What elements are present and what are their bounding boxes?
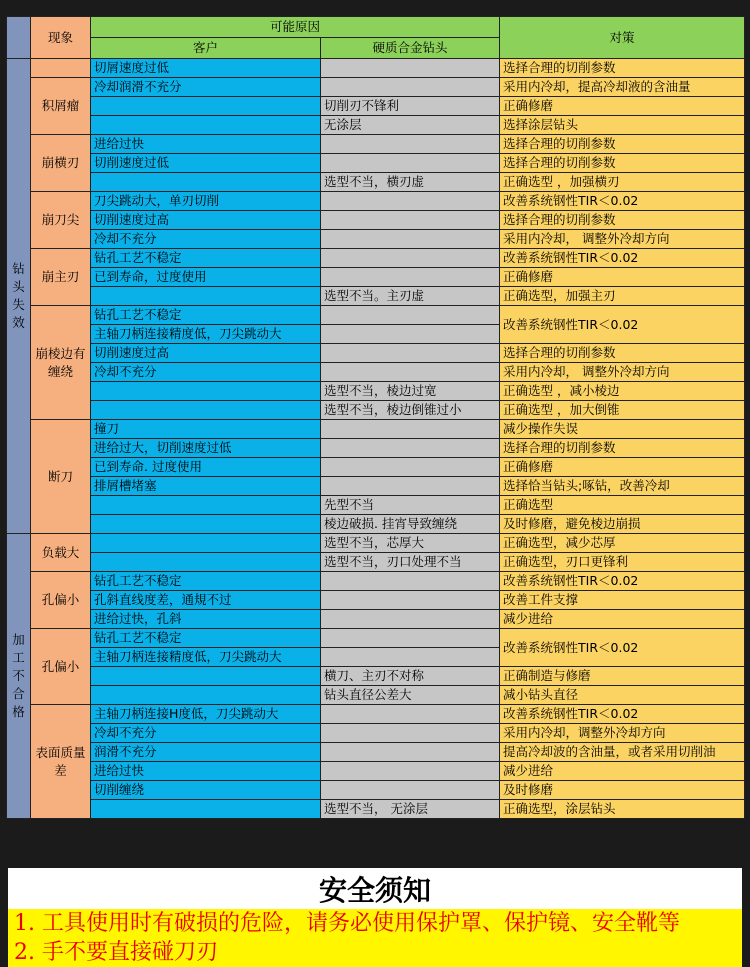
phenomenon-cell	[31, 629, 91, 705]
drill-cause-cell: 选型不当，刃口处理不当	[321, 553, 500, 572]
table-row	[7, 686, 745, 705]
customer-cause-cell	[91, 382, 321, 401]
customer-cause-cell: 主轴刀柄连接H度低，刀尖跳动大	[91, 705, 321, 724]
phenomenon-label: 负载大	[41, 544, 80, 560]
drill-cause-cell: 选型不当。主刃虚	[321, 287, 500, 306]
phenomenon-cell	[31, 249, 91, 306]
customer-cause-cell	[91, 534, 321, 553]
header-carbide-drill: 硬质合金钻头	[321, 38, 500, 59]
countermeasure-cell: 改善工件支撑	[500, 591, 745, 610]
countermeasure-cell: 及时修磨，避免棱边崩损	[500, 515, 745, 534]
table-row	[7, 211, 745, 230]
table-row	[7, 249, 745, 268]
table-row	[7, 420, 745, 439]
phenomenon-label: 表面质量差	[35, 744, 86, 778]
table-row	[7, 572, 745, 591]
table-row	[7, 496, 745, 515]
phenomenon-cell	[31, 705, 91, 819]
countermeasure-cell: 减少操作失误	[500, 420, 745, 439]
drill-cause-cell	[321, 724, 500, 743]
phenomenon-cell	[31, 306, 91, 420]
customer-cause-cell: 切削速度过高	[91, 344, 321, 363]
customer-cause-cell	[91, 800, 321, 819]
drill-cause-cell	[321, 268, 500, 287]
customer-cause-cell	[91, 401, 321, 420]
phenomenon-cell	[31, 78, 91, 135]
drill-cause-cell	[321, 306, 500, 325]
countermeasure-cell: 正确选型，加强主刃	[500, 287, 745, 306]
table-row	[7, 667, 745, 686]
countermeasure-cell: 改善系统钢性TIR＜0.02	[500, 572, 745, 591]
customer-cause-cell: 钻孔工艺不稳定	[91, 306, 321, 325]
customer-cause-cell	[91, 97, 321, 116]
customer-cause-cell: 冷却不充分	[91, 724, 321, 743]
customer-cause-cell: 钻孔工艺不稳定	[91, 572, 321, 591]
drill-cause-cell	[321, 458, 500, 477]
safety-notice-line-2: 2. 手不要直接碰刀刃	[8, 938, 742, 967]
customer-cause-cell: 冷却不充分	[91, 363, 321, 382]
table-row	[7, 781, 745, 800]
customer-cause-cell: 孔斜直线度差，通規不过	[91, 591, 321, 610]
countermeasure-cell: 选择合理的切削参数	[500, 154, 745, 173]
drill-cause-cell	[321, 325, 500, 344]
customer-cause-cell: 切削缠绕	[91, 781, 321, 800]
drill-cause-cell	[321, 135, 500, 154]
phenomenon-label: 断刀	[47, 468, 73, 484]
customer-cause-cell	[91, 116, 321, 135]
drill-cause-cell	[321, 648, 500, 667]
countermeasure-cell: 正确修磨	[500, 458, 745, 477]
category-cell	[7, 534, 31, 819]
drill-troubleshooting-table	[6, 16, 745, 819]
customer-cause-cell: 进给过快	[91, 762, 321, 781]
drill-cause-cell	[321, 59, 500, 78]
customer-cause-cell	[91, 667, 321, 686]
table-row	[7, 173, 745, 192]
drill-cause-cell	[321, 629, 500, 648]
customer-cause-cell: 切削速度过低	[91, 154, 321, 173]
safety-notice-line-1: 1. 工具使用时有破损的危险，请务必使用保护罩、保护镜、安全靴等	[8, 909, 742, 938]
customer-cause-cell: 已到寿命. 过度使用	[91, 458, 321, 477]
countermeasure-cell: 采用内冷却， 调整外冷却方向	[500, 230, 745, 249]
customer-cause-cell: 主轴刀柄连接精度低，刀尖跳动大	[91, 648, 321, 667]
safety-notice-title: 安全须知	[318, 874, 431, 907]
customer-cause-cell: 进给过快，孔斜	[91, 610, 321, 629]
phenomenon-label: 崩横刃	[41, 155, 80, 170]
countermeasure-cell: 正确选型 ，加强横刃	[500, 173, 745, 192]
table-row	[7, 363, 745, 382]
customer-cause-cell: 切屑速度过低	[91, 59, 321, 78]
countermeasure-cell: 正确选型 ，减小棱边	[500, 382, 745, 401]
countermeasure-cell: 选择合理的切削参数	[500, 59, 745, 78]
header-possible-causes: 可能原因	[91, 17, 500, 38]
countermeasure-cell: 采用内冷却，调整外冷却方向	[500, 724, 745, 743]
table-row	[7, 439, 745, 458]
countermeasure-cell: 正确选型，减少芯厚	[500, 534, 745, 553]
table-row	[7, 401, 745, 420]
phenomenon-label: 积屑瘤	[41, 98, 80, 113]
drill-cause-cell	[321, 705, 500, 724]
countermeasure-cell: 正确选型，涂层钻头	[500, 800, 745, 819]
customer-cause-cell: 排屑槽堵塞	[91, 477, 321, 496]
header-category-cell	[7, 17, 31, 59]
table-row	[7, 154, 745, 173]
category-label: 加工不合格	[12, 632, 25, 719]
table-row	[7, 116, 745, 135]
countermeasure-cell: 正确修磨	[500, 97, 745, 116]
table-row	[7, 458, 745, 477]
drill-cause-cell	[321, 230, 500, 249]
customer-cause-cell: 已到寿命，过度使用	[91, 268, 321, 287]
drill-cause-cell	[321, 572, 500, 591]
customer-cause-cell	[91, 553, 321, 572]
header-customer: 客户	[91, 38, 321, 59]
customer-cause-cell: 撞刀	[91, 420, 321, 439]
drill-cause-cell	[321, 591, 500, 610]
table-row	[7, 800, 745, 819]
countermeasure-cell: 减少进给	[500, 762, 745, 781]
countermeasure-cell: 选择合理的切削参数	[500, 344, 745, 363]
countermeasure-cell: 改善系统钢性TIR＜0.02	[500, 192, 745, 211]
drill-cause-cell	[321, 743, 500, 762]
countermeasure-cell: 正确选型	[500, 496, 745, 515]
customer-cause-cell: 刀尖跳动大，单刃切削	[91, 192, 321, 211]
table-row	[7, 97, 745, 116]
phenomenon-label: 崩主刃	[41, 269, 80, 284]
table-row	[7, 477, 745, 496]
customer-cause-cell: 钻孔工艺不稳定	[91, 629, 321, 648]
table-row	[7, 553, 745, 572]
table-row	[7, 192, 745, 211]
header-phenomenon: 现象	[31, 17, 91, 59]
drill-cause-cell	[321, 477, 500, 496]
table-row	[7, 135, 745, 154]
countermeasure-cell: 提高冷却波的含油量，或者采用切削油	[500, 743, 745, 762]
table-row	[7, 78, 745, 97]
phenomenon-cell	[31, 192, 91, 249]
table-row	[7, 610, 745, 629]
drill-cause-cell: 先型不当	[321, 496, 500, 515]
drill-cause-cell	[321, 762, 500, 781]
table-row	[7, 306, 745, 325]
countermeasure-cell: 选择合理的切削参数	[500, 135, 745, 154]
table-row	[7, 230, 745, 249]
countermeasure-cell: 改善系统钢性TIR＜0.02	[500, 705, 745, 724]
table-row	[7, 382, 745, 401]
phenomenon-cell	[31, 534, 91, 572]
drill-cause-cell: 无涂层	[321, 116, 500, 135]
countermeasure-cell: 改善系统钢性TIR＜0.02	[500, 306, 745, 344]
customer-cause-cell	[91, 686, 321, 705]
countermeasure-cell: 及时修磨	[500, 781, 745, 800]
countermeasure-cell: 改善系统钢性TIR＜0.02	[500, 629, 745, 667]
drill-cause-cell: 棱边破损. 挂宵导致缠绕	[321, 515, 500, 534]
drill-cause-cell	[321, 781, 500, 800]
customer-cause-cell	[91, 496, 321, 515]
customer-cause-cell	[91, 173, 321, 192]
countermeasure-cell: 正确制造与修磨	[500, 667, 745, 686]
countermeasure-cell: 采用内冷却， 调整外冷却方向	[500, 363, 745, 382]
drill-cause-cell: 选型不当，棱边倒锥过小	[321, 401, 500, 420]
countermeasure-cell: 采用内冷却，提高冷却液的含油量	[500, 78, 745, 97]
phenomenon-label: 孔偏小	[41, 592, 80, 607]
customer-cause-cell: 主轴刀柄连接精度低，刀尖跳动大	[91, 325, 321, 344]
table-row	[7, 705, 745, 724]
customer-cause-cell: 润滑不充分	[91, 743, 321, 762]
drill-cause-cell: 选型不当，棱边过宽	[321, 382, 500, 401]
phenomenon-cell	[31, 572, 91, 629]
countermeasure-cell: 减小钻头直径	[500, 686, 745, 705]
header-countermeasure: 对策	[500, 17, 745, 59]
phenomenon-label: 崩刀尖	[41, 212, 80, 227]
countermeasure-cell: 减少进给	[500, 610, 745, 629]
safety-notice	[8, 868, 742, 965]
phenomenon-label: 孔偏小	[41, 658, 80, 674]
category-label: 钻头失效	[12, 261, 25, 330]
drill-cause-cell	[321, 211, 500, 230]
countermeasure-cell: 正确选型 ，加大倒锥	[500, 401, 745, 420]
customer-cause-cell: 钻孔工艺不稳定	[91, 249, 321, 268]
phenomenon-cell	[31, 420, 91, 534]
table-row	[7, 344, 745, 363]
phenomenon-label: 崩棱边有缠绕	[35, 345, 86, 379]
customer-cause-cell	[91, 287, 321, 306]
table-row	[7, 743, 745, 762]
phenomenon-cell	[31, 59, 91, 78]
category-cell	[7, 59, 31, 534]
drill-cause-cell	[321, 420, 500, 439]
countermeasure-cell: 正确修磨	[500, 268, 745, 287]
drill-cause-cell	[321, 192, 500, 211]
table-row	[7, 724, 745, 743]
countermeasure-cell: 选择涂层钻头	[500, 116, 745, 135]
drill-cause-cell: 选型不当， 无涂层	[321, 800, 500, 819]
table-row	[7, 268, 745, 287]
customer-cause-cell: 进给过快	[91, 135, 321, 154]
table-row	[7, 762, 745, 781]
table-row	[7, 591, 745, 610]
drill-cause-cell	[321, 439, 500, 458]
countermeasure-cell: 改善系统钢性TIR＜0.02	[500, 249, 745, 268]
drill-cause-cell	[321, 78, 500, 97]
drill-cause-cell	[321, 363, 500, 382]
customer-cause-cell	[91, 515, 321, 534]
countermeasure-cell: 选择合理的切削参数	[500, 439, 745, 458]
customer-cause-cell: 冷却润滑不充分	[91, 78, 321, 97]
countermeasure-cell: 选择合理的切削参数	[500, 211, 745, 230]
countermeasure-cell: 选择恰当钻头;啄钻，改善冷却	[500, 477, 745, 496]
drill-cause-cell	[321, 249, 500, 268]
drill-cause-cell	[321, 610, 500, 629]
table-row	[7, 59, 745, 78]
table-row	[7, 515, 745, 534]
drill-cause-cell: 横刀、主刃不对称	[321, 667, 500, 686]
drill-cause-cell: 选型不当，横刃虚	[321, 173, 500, 192]
drill-cause-cell: 切削刃不锋利	[321, 97, 500, 116]
drill-cause-cell: 选型不当，芯厚大	[321, 534, 500, 553]
table-row	[7, 629, 745, 648]
customer-cause-cell: 切削速度过高	[91, 211, 321, 230]
countermeasure-cell: 正确选型，刃口更锋利	[500, 553, 745, 572]
header-row-1	[7, 17, 745, 38]
drill-cause-cell	[321, 344, 500, 363]
table-row	[7, 534, 745, 553]
phenomenon-cell	[31, 135, 91, 192]
customer-cause-cell: 冷却不充分	[91, 230, 321, 249]
drill-cause-cell	[321, 154, 500, 173]
customer-cause-cell: 进给过大，切削速度过低	[91, 439, 321, 458]
drill-cause-cell: 钻头直径公差大	[321, 686, 500, 705]
table-row	[7, 287, 745, 306]
